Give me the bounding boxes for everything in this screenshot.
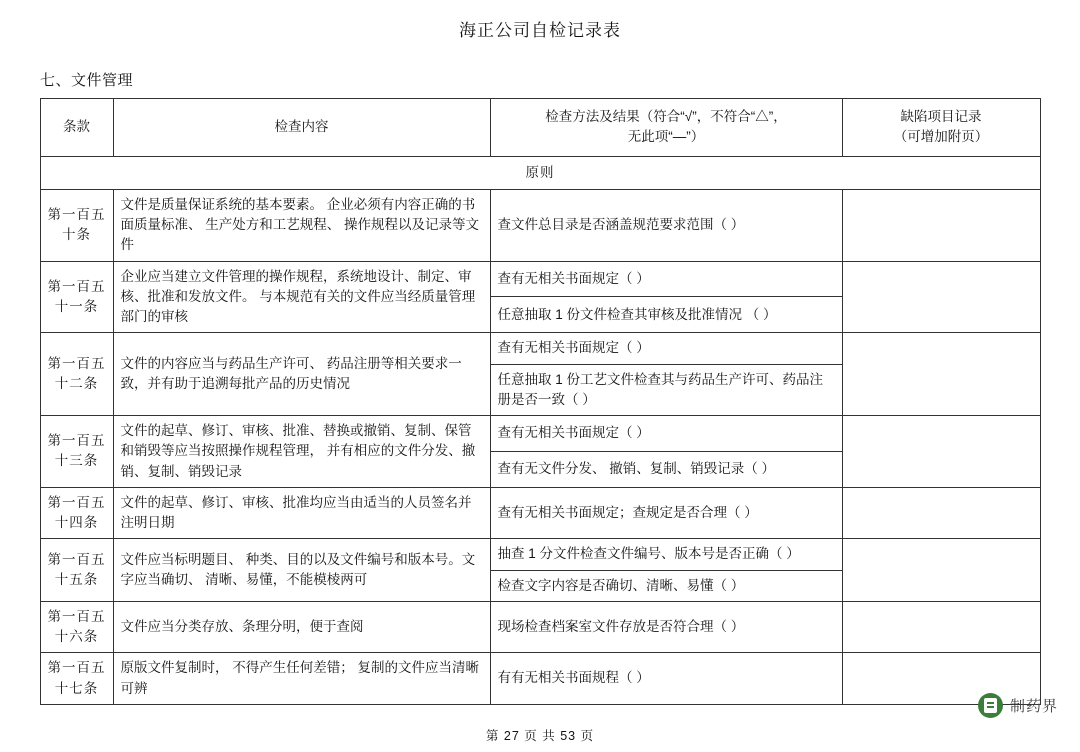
inspection-content-cell: 文件应当标明题目、 种类、目的以及文件编号和版本号。文字应当确切、 清晰、易懂，不能模棱两可 [113, 539, 490, 602]
defect-record-cell[interactable] [842, 261, 1040, 333]
clause-cell: 第一百五十三条 [40, 416, 113, 488]
defect-record-cell[interactable] [842, 487, 1040, 539]
table-header-row [40, 99, 1040, 157]
clause-cell: 第一百五十条 [40, 189, 113, 261]
inspection-content-cell: 文件的起草、修订、审核、批准、替换或撤销、复制、保管和销毁等应当按照操作规程管理， 并有相应的文件分发、撤销、复制、销毁记录 [113, 416, 490, 488]
inspection-content-cell: 文件应当分类存放、条理分明，便于查阅 [113, 601, 490, 653]
inspection-content-cell: 原版文件复制时， 不得产生任何差错； 复制的文件应当清晰可辨 [113, 653, 490, 705]
table-row [40, 189, 1040, 261]
watermark-label: 制药界 [1009, 698, 1058, 715]
page-title: 海正公司自检记录表 [459, 21, 621, 40]
inspection-content-cell: 文件的起草、修订、审核、批准均应当由适当的人员签名并注明日期 [113, 487, 490, 539]
inspection-content-cell: 文件是质量保证系统的基本要素。 企业必须有内容正确的书面质量标准、 生产处方和工艺规程、 操作规程以及记录等文件 [113, 189, 490, 261]
inspection-method-cell[interactable]: 查有无文件分发、 撤销、复制、销毁记录（ ） [490, 451, 842, 487]
table-row [40, 487, 1040, 539]
inspection-content-cell: 企业应当建立文件管理的操作规程，系统地设计、制定、审核、批准和发放文件。 与本规范有关的文件应当经质量管理部门的审核 [113, 261, 490, 333]
pill-logo-icon [978, 693, 1003, 718]
clause-cell: 第一百五十一条 [40, 261, 113, 333]
principle-row [40, 156, 1040, 189]
table-row [40, 261, 1040, 297]
inspection-method-cell[interactable]: 查有无相关书面规定（ ） [490, 416, 842, 452]
column-header-clause: 条款 [40, 99, 113, 157]
table-row [40, 601, 1040, 653]
inspection-method-cell[interactable]: 查文件总目录是否涵盖规范要求范围（ ） [490, 189, 842, 261]
table-row [40, 653, 1040, 705]
column-header-method [490, 99, 842, 157]
clause-cell: 第一百五十五条 [40, 539, 113, 602]
inspection-method-cell[interactable]: 任意抽取 1 份工艺文件检查其与药品生产许可、药品注册是否一致（ ） [490, 364, 842, 416]
column-header-defect-line1: 缺陷项目记录 [900, 109, 982, 124]
clause-cell: 第一百五十七条 [40, 653, 113, 705]
column-header-method-line2: 无此项“—”） [627, 129, 705, 145]
defect-record-cell[interactable] [842, 539, 1040, 602]
column-header-content: 检查内容 [113, 99, 490, 157]
inspection-method-cell[interactable]: 现场检查档案室文件存放是否符合理（ ） [490, 601, 842, 653]
table-row [40, 333, 1040, 364]
section-heading: 七、文件管理 [40, 72, 134, 89]
defect-record-cell[interactable] [842, 333, 1040, 416]
column-header-defect [842, 99, 1040, 157]
principle-label: 原则 [40, 156, 1040, 189]
inspection-method-cell[interactable]: 抽查 1 分文件检查文件编号、版本号是否正确（ ） [490, 539, 842, 570]
defect-record-cell[interactable] [842, 189, 1040, 261]
clause-cell: 第一百五十六条 [40, 601, 113, 653]
defect-record-cell[interactable] [842, 601, 1040, 653]
self-inspection-table [40, 98, 1041, 705]
column-header-defect-line2: （可增加附页） [893, 129, 989, 145]
clause-cell: 第一百五十四条 [40, 487, 113, 539]
clause-cell: 第一百五十二条 [40, 333, 113, 416]
table-row [40, 416, 1040, 452]
inspection-method-cell[interactable]: 查有无相关书面规定（ ） [490, 261, 842, 297]
inspection-content-cell: 文件的内容应当与药品生产许可、 药品注册等相关要求一致，并有助于追溯每批产品的历史情况 [113, 333, 490, 416]
inspection-method-cell[interactable]: 有有无相关书面规程（ ） [490, 653, 842, 705]
column-header-method-line1: 检查方法及结果（符合“√”，不符合“△”， [545, 109, 787, 124]
inspection-method-cell[interactable]: 查有无相关书面规定；查规定是否合理（ ） [490, 487, 842, 539]
inspection-method-cell[interactable]: 检查文字内容是否确切、清晰、易懂（ ） [490, 570, 842, 601]
inspection-method-cell[interactable]: 查有无相关书面规定（ ） [490, 333, 842, 364]
table-row [40, 539, 1040, 570]
defect-record-cell[interactable] [842, 416, 1040, 488]
page-footer: 第 27 页 共 53 页 [485, 729, 595, 743]
inspection-method-cell[interactable]: 任意抽取 1 份文件检查其审核及批准情况 （ ） [490, 297, 842, 333]
watermark [978, 693, 1058, 718]
